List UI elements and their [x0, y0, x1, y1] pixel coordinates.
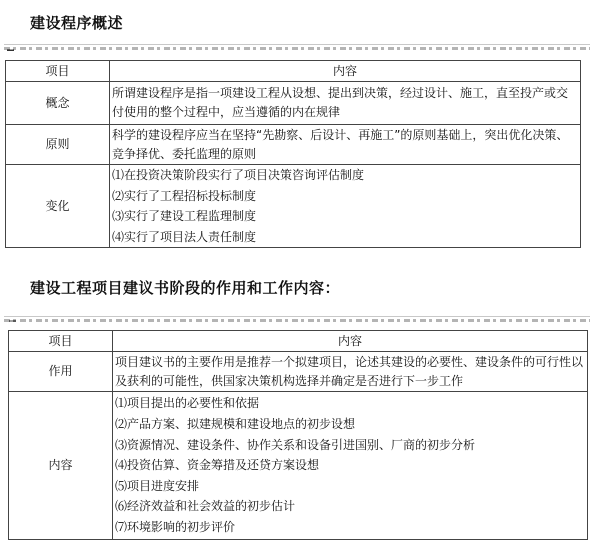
- overview-table: [5, 60, 581, 248]
- list-item: ⑺环境影响的初步评价: [115, 519, 236, 534]
- table-row: [9, 352, 588, 392]
- row-text-concept: 所谓建设程序是指一项建设工程从设想、提出到决策，经过设计、施工，直至投产或交付使用的整个过程中，应当遵循的内在规律: [110, 82, 581, 125]
- table-row: [6, 82, 581, 125]
- header-content: 内容: [113, 331, 588, 352]
- cropped-caption-line: [4, 316, 590, 325]
- table-header-row: [6, 61, 581, 82]
- list-item: ⑹经济效益和社会效益的初步估计: [115, 499, 296, 514]
- cropped-caption-line: [4, 44, 590, 53]
- list-item: ⑶资源情况、建设条件、协作关系和设备引进国别、厂商的初步分析: [115, 437, 476, 452]
- row-label-function: 作用: [9, 352, 113, 392]
- row-text-principle: 科学的建设程序应当在坚持“先勘察、后设计、再施工”的原则基础上，突出优化决策、竞争择优、委托监理的原则: [110, 125, 581, 165]
- list-item: ⑴在投资决策阶段实行了项目决策咨询评估制度: [112, 168, 365, 182]
- list-item: ⑵实行了工程招标投标制度: [112, 188, 257, 203]
- row-list-change: [110, 165, 581, 248]
- table-row: [6, 125, 581, 165]
- section2-title: 建设工程项目建议书阶段的作用和工作内容：: [30, 279, 341, 297]
- list-item: ⑶实行了建设工程监理制度: [112, 209, 257, 224]
- header-content: 内容: [110, 61, 581, 82]
- table-header-row: [9, 331, 588, 352]
- list-item: ⑷投资估算、资金筹措及还贷方案设想: [115, 458, 320, 473]
- list-item: ⑸项目进度安排: [115, 478, 200, 493]
- table-row: [6, 165, 581, 248]
- list-item: ⑴项目提出的必要性和依据: [115, 396, 260, 411]
- row-label-concept: 概念: [6, 82, 110, 125]
- row-label-change: 变化: [6, 165, 110, 248]
- proposal-stage-table: [8, 330, 588, 540]
- row-label-principle: 原则: [6, 125, 110, 165]
- row-text-function: 项目建议书的主要作用是推荐一个拟建项目，论述其建设的必要性、建设条件的可行性以及获利的可能性，供国家决策机构选择并确定是否进行下一步工作: [113, 352, 588, 392]
- row-list-content: [113, 392, 588, 540]
- list-item: ⑵产品方案、拟建规模和建设地点的初步设想: [115, 417, 356, 432]
- header-item: 项目: [9, 331, 113, 352]
- row-label-content: 内容: [9, 392, 113, 540]
- table-row: [9, 392, 588, 540]
- list-item: ⑷实行了项目法人责任制度: [112, 229, 257, 244]
- section1-title: 建设程序概述: [30, 14, 124, 32]
- header-item: 项目: [6, 61, 110, 82]
